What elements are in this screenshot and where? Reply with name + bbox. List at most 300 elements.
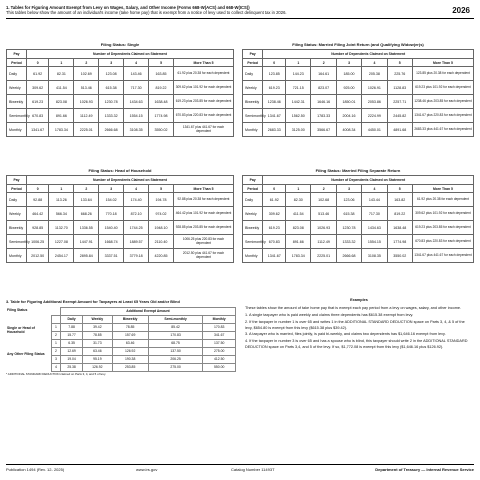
exempt-amount-cell: 163.82 [387,193,412,207]
exempt-amount-cell: 143.44 [362,193,387,207]
dependents-column-header: 1 [49,59,74,67]
table-row [7,249,234,263]
exempt-amount-cell: 891.66 [49,109,74,123]
table-mfj-block [242,42,474,137]
exempt-amount-cell: 1238.46 [263,95,286,109]
exempt-amount-cell: 1333.32 [99,109,124,123]
pay-period-label: Daily [243,67,263,81]
exempt-amount-cell: 2683.33 plus 441.67 for each dependent [412,123,473,137]
exempt-amount-cell: 1006.25 [26,235,48,249]
exempt-amount-cell: 123.85 [263,67,286,81]
exempt-amount-cell: 2445.82 [387,109,412,123]
exempt-amount-cell: 309.62 plus 101.92 for each dependent [412,207,473,221]
exempt-amount-cell: 619.23 plus 203.85 for each dependent [173,95,233,109]
exempt-amount-cell: 61.92 [26,67,48,81]
exempt-amount-cell: 4008.34 [336,123,361,137]
additional-amount-cell: 550.00 [203,363,236,371]
header-row [7,185,234,193]
exempt-amount-cell: 1026.91 [362,81,387,95]
additional-amount-cell: 7.88 [61,323,83,331]
exempt-amount-cell: 1026.93 [311,221,336,235]
count-cell: 1 [52,339,61,347]
dependents-column-header: 2 [311,59,336,67]
pay-period-label: Monthly [243,123,263,137]
exempt-amount-cell: 3550.02 [387,249,412,263]
exempt-amount-cell: 194.78 [149,193,174,207]
exempt-amount-cell: 3550.02 [149,123,174,137]
additional-amount-cell: 78.85 [112,323,148,331]
exempt-amount-cell: 717.30 [362,207,387,221]
exempt-amount-cell: 1668.74 [99,235,124,249]
count-cell: 2 [52,347,61,355]
additional-amount-cell: 190.38 [112,355,148,363]
exempt-amount-cell: 464.42 [26,207,48,221]
header-rule [6,18,474,19]
exempt-amount-cell: 513.46 [74,81,99,95]
pay-period-label: Biweekly [243,95,263,109]
additional-amount-cell: 31.73 [83,339,112,347]
exempt-amount-cell: 1026.93 [74,95,99,109]
irs-website-link[interactable]: www.irs.gov [136,467,158,472]
header-row [243,59,474,67]
exempt-amount-cell: 668.26 [74,207,99,221]
dependents-column-header: More Than 5 [173,59,233,67]
additional-amount-cell: 63.46 [83,347,112,355]
exempt-amount-cell: 411.54 [49,81,74,95]
table-row [7,123,234,137]
additional-amount-cell: 137.50 [203,339,236,347]
spacer [52,307,61,315]
additional-amount-cell: 6.35 [61,339,83,347]
pay-period-label: Semimonthly [243,235,263,249]
exempt-amount-cell: 1341.67 plus 441.67 for each dependent [173,123,233,137]
additional-amount-cell: 39.42 [83,323,112,331]
exempt-amount-cell: 82.30 [286,193,311,207]
table-row [7,235,234,249]
additional-amount-cell: 170.83 [148,331,203,339]
dependents-column-header: 2 [74,59,99,67]
exempt-amount-cell: 819.22 [387,207,412,221]
exempt-amount-cell: 1341.67 [263,249,286,263]
dependents-column-header: 0 [26,59,48,67]
exempt-table-hoh [6,175,234,263]
pay-period-label: Daily [243,193,263,207]
header-row [6,315,236,323]
additional-amount-cell: 341.67 [203,331,236,339]
example-item: 2. If the taxpayer in number 1 is over 65 and writes 1 in the ADDITIONAL STANDARD DEDUCTION space on Parts 3, 4, & 5 of the levy, $654.80 is exempt from this levy ($615.38 plus $39.42). [245,319,465,330]
header-row [243,176,474,185]
count-cell: 4 [52,363,61,371]
header-row [7,50,234,59]
exempt-amount-cell: 133.64 [74,193,99,207]
exempt-amount-cell: 1744.25 [124,221,149,235]
additional-amount-cell: 68.75 [148,339,203,347]
table-row [243,235,474,249]
table-row [243,81,474,95]
exempt-amount-cell: 1112.49 [311,235,336,249]
exempt-amount-cell: 154.02 [99,193,124,207]
exempt-amount-cell: 1227.08 [49,235,74,249]
additional-amount-cell: 85.42 [148,323,203,331]
additional-amount-cell: 12.69 [61,347,83,355]
exempt-amount-cell: 2666.68 [336,249,361,263]
exempt-amount-cell: 163.85 [149,67,174,81]
exempt-amount-cell: 92.88 [26,193,48,207]
page-footer [6,464,474,475]
exempt-amount-cell: 1646.16 [311,95,336,109]
exempt-amount-cell: 2004.16 [336,109,361,123]
pay-period-label: Weekly [7,81,27,95]
additional-amount-cell: 157.69 [112,331,148,339]
additional-exempt-table [6,307,236,372]
exempt-amount-cell: 1638.48 [149,95,174,109]
exempt-amount-cell: 619.23 [26,95,48,109]
exempt-amount-cell: 174.40 [124,193,149,207]
exempt-amount-cell: 61.92 plus 20.38 for each dependent [173,67,233,81]
section3-heading: 3. Table for Figuring Additional Exempt Amount for Taxpayers at Least 65 Years Old and/or Blind [6,300,180,304]
table-mfs-block [242,168,474,263]
exempt-amount-cell: 61.92 [263,193,286,207]
dependents-column-header: More Than 5 [412,59,473,67]
exempt-amount-cell: 1230.78 [336,221,361,235]
example-item: 4. If the taxpayer in number 3 is over 65 and has a spouse who is blind, this taxpayer should write 2 in the ADDITIONAL STANDARD DEDUCTION space on Parts 3,4, and 5 of the levy. If so, $1,772.08 is exempt from this levy ($1,646.16 plus $126.92). [245,339,468,350]
dependents-header: Number of Dependents Claimed on Statement [26,50,233,59]
table-row [7,207,234,221]
exempt-amount-cell: 205.38 [362,67,387,81]
exempt-amount-cell: 2895.84 [74,249,99,263]
exempt-amount-cell: 123.85 plus 20.38 for each dependent [412,67,473,81]
table-row [7,221,234,235]
additional-amount-cell: 275.00 [148,363,203,371]
exempt-amount-cell: 891.66 [286,235,311,249]
pay-period-label: Weekly [243,207,263,221]
dependents-column-header: 5 [149,185,174,193]
dependents-column-header: 0 [263,59,286,67]
pay-period-label: Biweekly [243,221,263,235]
dependents-column-header: 1 [49,185,74,193]
table-caption: Filing Status: Head of Household [88,168,152,173]
exempt-amount-cell: 823.08 [49,95,74,109]
pay-period-label: Semimonthly [7,235,27,249]
exempt-amount-cell: 143.46 [124,67,149,81]
pay-period-label: Biweekly [7,221,27,235]
exempt-amount-cell: 4450.01 [362,123,387,137]
exempt-amount-cell: 1638.48 [387,221,412,235]
table-caption: Filing Status: Married Filing Separate Return [315,168,401,173]
exempt-amount-cell: 61.92 plus 20.38 for each dependent [412,193,473,207]
table-row [7,193,234,207]
additional-amount-cell: 95.19 [83,355,112,363]
header-row [7,59,234,67]
exempt-amount-cell: 2110.40 [149,235,174,249]
additional-exempt-header: Additional Exempt Amount [61,307,236,315]
exempt-amount-cell: 309.62 [263,207,286,221]
exempt-amount-cell: 102.69 [74,67,99,81]
period-column-header: Daily [61,315,83,323]
example-item: 1. A single taxpayer who is paid weekly and claims three dependents has $615.38 exempt from levy. [245,312,414,317]
pay-period-label: Semimonthly [7,109,27,123]
exempt-amount-cell: 1333.32 [336,235,361,249]
exempt-amount-cell: 1442.31 [286,95,311,109]
exempt-amount-cell: 513.46 [311,207,336,221]
title-text: 1. Tables for Figuring Amount Exempt from Levy on Wages, Salary, and Other Income (Forms 668-W(ACS) and 668-W(ICS)) [6,5,250,10]
exempt-amount-cell: 928.85 [26,221,48,235]
exempt-amount-cell: 619.23 [263,81,286,95]
exempt-amount-cell: 1554.15 [124,109,149,123]
exempt-amount-cell: 1341.67 [26,123,48,137]
title-subtext: This tables below show the amount of an individual's income (take home pay) that is exempt from a notice of levy used to collect delinquent tax in 2026. [6,10,287,16]
additional-amount-cell: 412.50 [203,355,236,363]
exempt-amount-cell: 928.85 plus 203.85 for each dependent [173,221,233,235]
exempt-amount-cell: 823.08 [286,221,311,235]
table-row [7,109,234,123]
exempt-table-single [6,49,234,137]
pay-period-label: Monthly [7,249,27,263]
pay-header: Pay [243,176,263,185]
additional-amount-cell: 78.85 [83,331,112,339]
period-column-header: Weekly [83,315,112,323]
section3-note: * ADDITIONAL STANDARD DEDUCTION claimed on Parts 3, 4, and 5 of levy. [6,371,107,376]
exempt-amount-cell: 872.10 [124,207,149,221]
dependents-column-header: 3 [336,185,361,193]
exempt-amount-cell: 144.23 [286,67,311,81]
exempt-amount-cell: 102.68 [311,193,336,207]
exempt-amount-cell: 1434.63 [124,95,149,109]
pay-period-label: Semimonthly [243,109,263,123]
filing-status-header: Filing Status [7,308,28,313]
count-cell: 3 [52,355,61,363]
dependents-column-header: 4 [124,185,149,193]
period-column-header: Semi-monthly [148,315,203,323]
exempt-amount-cell: 2224.99 [362,109,387,123]
exempt-amount-cell: 1783.33 [311,109,336,123]
exempt-amount-cell: 1540.40 [99,221,124,235]
exempt-amount-cell: 1341.67 [263,109,286,123]
exempt-amount-cell: 92.88 plus 20.38 for each dependent [173,193,233,207]
period-column-header: Monthly [203,315,236,323]
exempt-amount-cell: 819.22 [149,81,174,95]
table-row [7,95,234,109]
pay-period-label: Weekly [7,207,27,221]
dependents-column-header: 3 [99,59,124,67]
pay-header: Pay [7,176,27,185]
additional-amount-cell: 137.50 [148,347,203,355]
department-name: Department of Treasury — Internal Revenue Service [375,467,474,472]
dependents-column-header: 5 [387,185,412,193]
dependents-column-header: 2 [311,185,336,193]
additional-amount-cell: 25.38 [61,363,83,371]
dependents-column-header: More Than 5 [173,185,233,193]
dependents-column-header: 1 [286,185,311,193]
pay-period-label: Monthly [7,123,27,137]
exempt-amount-cell: 615.38 [99,81,124,95]
exempt-amount-cell: 2454.17 [49,249,74,263]
exempt-amount-cell: 1783.34 [49,123,74,137]
dependents-column-header: 5 [149,59,174,67]
dependents-column-header: 5 [387,59,412,67]
additional-amount-cell: 63.46 [112,339,148,347]
table-row [243,221,474,235]
exempt-amount-cell: 1006.25 plus 220.83 for each dependent [173,235,233,249]
period-header: Period [7,59,27,67]
table-row [243,95,474,109]
additional-amount-cell: 126.92 [112,347,148,355]
exempt-amount-cell: 721.15 [286,81,311,95]
pay-period-label: Daily [7,67,27,81]
examples-heading: Examples [350,298,368,302]
dependents-column-header: 0 [263,185,286,193]
document-title [6,5,366,16]
exempt-amount-cell: 1112.49 [74,109,99,123]
exempt-amount-cell: 670.83 plus 220.83 for each dependent [412,235,473,249]
exempt-amount-cell: 411.54 [286,207,311,221]
exempt-amount-cell: 3108.35 [124,123,149,137]
exempt-amount-cell: 164.61 [311,67,336,81]
exempt-amount-cell: 1850.01 [336,95,361,109]
additional-amount-cell: 275.00 [203,347,236,355]
pay-period-label: Biweekly [7,95,27,109]
exempt-amount-cell: 619.23 plus 101.92 for each dependent [412,81,473,95]
additional-amount-cell: 15.77 [61,331,83,339]
exempt-amount-cell: 2053.86 [362,95,387,109]
exempt-amount-cell: 4891.68 [387,123,412,137]
dependents-column-header: More Than 5 [412,185,473,193]
exempt-amount-cell: 1783.34 [286,249,311,263]
dependents-column-header: 2 [74,185,99,193]
exempt-amount-cell: 2225.01 [311,249,336,263]
exempt-amount-cell: 1238.46 plus 203.85 for each dependent [412,95,473,109]
header-row [7,176,234,185]
exempt-amount-cell: 1774.98 [387,235,412,249]
exempt-amount-cell: 2257.71 [387,95,412,109]
filing-status-label: Any Other Filing Status [7,352,45,357]
header-row [243,185,474,193]
exempt-amount-cell: 566.34 [49,207,74,221]
exempt-amount-cell: 185.00 [336,67,361,81]
exempt-amount-cell: 925.00 [336,81,361,95]
dependents-column-header: 0 [26,185,48,193]
exempt-amount-cell: 2666.68 [99,123,124,137]
exempt-amount-cell: 615.38 [336,207,361,221]
exempt-amount-cell: 1341.67 plus 441.67 for each dependent [412,249,473,263]
dependents-column-header: 3 [336,59,361,67]
dependents-header: Number of Dependents Claimed on Statement [26,176,233,185]
spacer [6,315,52,323]
count-cell: 2 [52,331,61,339]
table-row [243,67,474,81]
filing-status-label: Single or Head of Household [7,326,35,335]
exempt-amount-cell: 670.83 plus 220.83 for each dependent [173,109,233,123]
exempt-amount-cell: 770.18 [99,207,124,221]
table-caption: Filing Status: Married Filing Joint Return (and Qualifying Widow(er)s) [292,42,424,47]
count-cell: 1 [52,323,61,331]
exempt-amount-cell: 1336.55 [74,221,99,235]
additional-amount-cell: 126.92 [83,363,112,371]
exempt-amount-cell: 1554.15 [362,235,387,249]
exempt-amount-cell: 1341.67 plus 220.83 for each dependent [412,109,473,123]
table-row [6,323,236,331]
additional-amount-cell: 170.83 [203,323,236,331]
exempt-amount-cell: 1889.57 [124,235,149,249]
exempt-amount-cell: 1562.50 [286,109,311,123]
catalog-number: Catalog Number 11493T [231,467,275,472]
table-row [243,109,474,123]
period-header: Period [243,59,263,67]
exempt-amount-cell: 309.62 plus 101.92 for each dependent [173,81,233,95]
exempt-table-mfs [242,175,474,263]
exempt-amount-cell: 225.76 [387,67,412,81]
table-row [6,339,236,347]
table-row [243,123,474,137]
table-row [243,193,474,207]
dependents-header: Number of Dependents Claimed on Statement [263,50,474,59]
exempt-amount-cell: 3779.18 [124,249,149,263]
exempt-amount-cell: 1948.10 [149,221,174,235]
exempt-amount-cell: 1774.98 [149,109,174,123]
tax-year: 2026 [452,6,470,15]
exempt-amount-cell: 123.08 [99,67,124,81]
period-header: Period [7,185,27,193]
header-row [6,307,236,315]
exempt-amount-cell: 113.26 [49,193,74,207]
exempt-amount-cell: 2225.01 [74,123,99,137]
exempt-amount-cell: 2012.50 [26,249,48,263]
exempt-amount-cell: 123.06 [336,193,361,207]
table-row [7,81,234,95]
table-row [243,249,474,263]
additional-amount-cell: 253.85 [112,363,148,371]
exempt-amount-cell: 1434.63 [362,221,387,235]
examples-intro: These tables show the amount of take home pay that is exempt each pay period from a levy on wages, salary, and other income. [245,305,462,310]
pay-period-label: Weekly [243,81,263,95]
exempt-amount-cell: 2012.50 plus 441.67 for each dependent [173,249,233,263]
pay-period-label: Monthly [243,249,263,263]
additional-exempt-section [6,300,241,376]
table-row [243,207,474,221]
exempt-amount-cell: 1128.83 [387,81,412,95]
dependents-column-header: 4 [124,59,149,67]
exempt-amount-cell: 1230.78 [99,95,124,109]
examples-section [245,298,473,352]
exempt-amount-cell: 4220.85 [149,249,174,263]
exempt-amount-cell: 309.62 [26,81,48,95]
period-header: Period [243,185,263,193]
exempt-amount-cell: 82.31 [49,67,74,81]
exempt-amount-cell: 670.83 [263,235,286,249]
dependents-column-header: 3 [99,185,124,193]
table-row [7,67,234,81]
additional-amount-cell: 19.04 [61,355,83,363]
exempt-table-mfj [242,49,474,137]
table-caption: Filing Status: Single [100,42,140,47]
exempt-amount-cell: 619.23 plus 203.85 for each dependent [412,221,473,235]
exempt-amount-cell: 717.30 [124,81,149,95]
dependents-column-header: 1 [286,59,311,67]
dependents-column-header: 4 [362,185,387,193]
dependents-column-header: 4 [362,59,387,67]
exempt-amount-cell: 823.07 [311,81,336,95]
exempt-amount-cell: 2683.33 [263,123,286,137]
exempt-amount-cell: 3108.35 [362,249,387,263]
dependents-header: Number of Dependents Claimed on Statement [263,176,474,185]
example-item: 3. A taxpayer who is married, files jointly, is paid bi-weekly, and claims two dependents has $1,646.16 exempt from levy. [245,332,446,337]
additional-amount-cell: 206.25 [148,355,203,363]
table-hoh-block [6,168,234,263]
exempt-amount-cell: 974.02 [149,207,174,221]
table-single-block [6,42,234,137]
exempt-amount-cell: 464.42 plus 101.92 for each dependent [173,207,233,221]
exempt-amount-cell: 619.23 [263,221,286,235]
